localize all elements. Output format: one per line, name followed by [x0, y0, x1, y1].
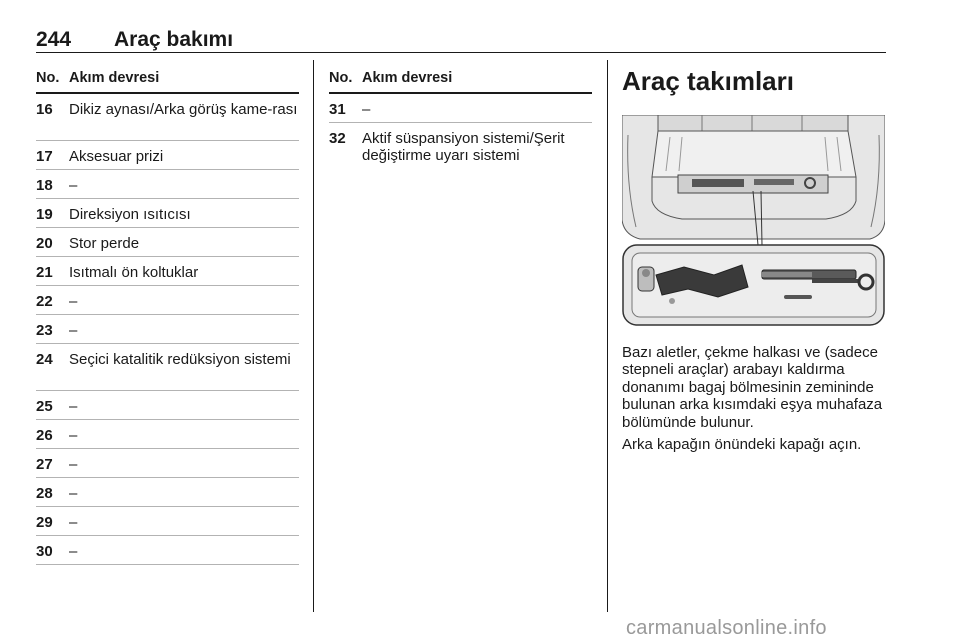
row-text: –: [69, 293, 78, 310]
watermark-text: carmanualsonline.info: [626, 617, 827, 639]
table-row: [36, 536, 299, 565]
column-header-circuit: Akım devresi: [362, 70, 453, 86]
row-text: –: [69, 456, 78, 473]
row-text: –: [362, 101, 371, 118]
row-number: 17: [36, 148, 53, 165]
row-text: –: [69, 514, 78, 531]
row-text: –: [69, 485, 78, 502]
row-number: 16: [36, 101, 53, 118]
table-row: [36, 344, 299, 391]
table-row: [36, 449, 299, 478]
row-text: Isıtmalı ön koltuklar: [69, 264, 199, 281]
row-text: Seçici katalitik redüksiyon sistemi: [69, 351, 291, 368]
row-number: 22: [36, 293, 53, 310]
column-divider-left: [313, 60, 314, 612]
row-number: 18: [36, 177, 53, 194]
section-paragraph-2: Arka kapağın önündeki kapağı açın.: [622, 436, 862, 453]
row-number: 30: [36, 543, 53, 560]
table-row: [36, 286, 299, 315]
row-text: Aktif süspansiyon sistemi/Şerit değiştirme uyarı sistemi: [362, 130, 565, 164]
page-number: 244: [36, 28, 72, 51]
fuse-table-left: [36, 66, 299, 565]
table-row: [36, 141, 299, 170]
table-row: [36, 228, 299, 257]
row-number: 29: [36, 514, 53, 531]
table-row: [36, 315, 299, 344]
table-row: [36, 391, 299, 420]
row-number: 25: [36, 398, 53, 415]
row-text: –: [69, 177, 78, 194]
row-number: 24: [36, 351, 53, 368]
row-number: 26: [36, 427, 53, 444]
row-number: 20: [36, 235, 53, 252]
column-header-no: No.: [329, 70, 353, 86]
row-number: 28: [36, 485, 53, 502]
row-number: 32: [329, 130, 346, 147]
row-text: –: [69, 322, 78, 339]
table-header: [329, 66, 592, 94]
table-row: [36, 170, 299, 199]
row-text: –: [69, 543, 78, 560]
fuse-table-middle: [329, 66, 592, 170]
row-text: –: [69, 427, 78, 444]
table-row: [329, 94, 592, 123]
table-row: [36, 199, 299, 228]
row-number: 19: [36, 206, 53, 223]
table-row: [36, 257, 299, 286]
chapter-title: Araç bakımı: [114, 28, 234, 51]
column-divider-right: [607, 60, 608, 612]
column-header-circuit: Akım devresi: [69, 70, 160, 86]
page-header: [36, 26, 886, 53]
row-number: 27: [36, 456, 53, 473]
row-text: Dikiz aynası/Arka görüş kame-rası: [69, 101, 298, 118]
section-title: Araç takımları: [622, 66, 794, 96]
row-number: 21: [36, 264, 53, 281]
row-text: Direksiyon ısıtıcısı: [69, 206, 191, 223]
section-paragraph-1: Bazı aletler, çekme halkası ve (sadece stepneli araçlar) arabayı kaldırma donanımı bagaj bölmesinin zemininde bulunan arka kısımdaki eşya muhafaza bölümünde bulunur.: [622, 344, 883, 431]
table-header: [36, 66, 299, 94]
row-text: Stor perde: [69, 235, 140, 252]
table-row: [36, 478, 299, 507]
table-row: [36, 420, 299, 449]
row-number: 23: [36, 322, 53, 339]
column-header-no: No.: [36, 70, 60, 86]
table-row: [329, 123, 592, 170]
table-row: [36, 94, 299, 141]
row-text: Aksesuar prizi: [69, 148, 164, 165]
table-row: [36, 507, 299, 536]
row-number: 31: [329, 101, 346, 118]
row-text: –: [69, 398, 78, 415]
vehicle-tools-illustration: [622, 115, 885, 327]
